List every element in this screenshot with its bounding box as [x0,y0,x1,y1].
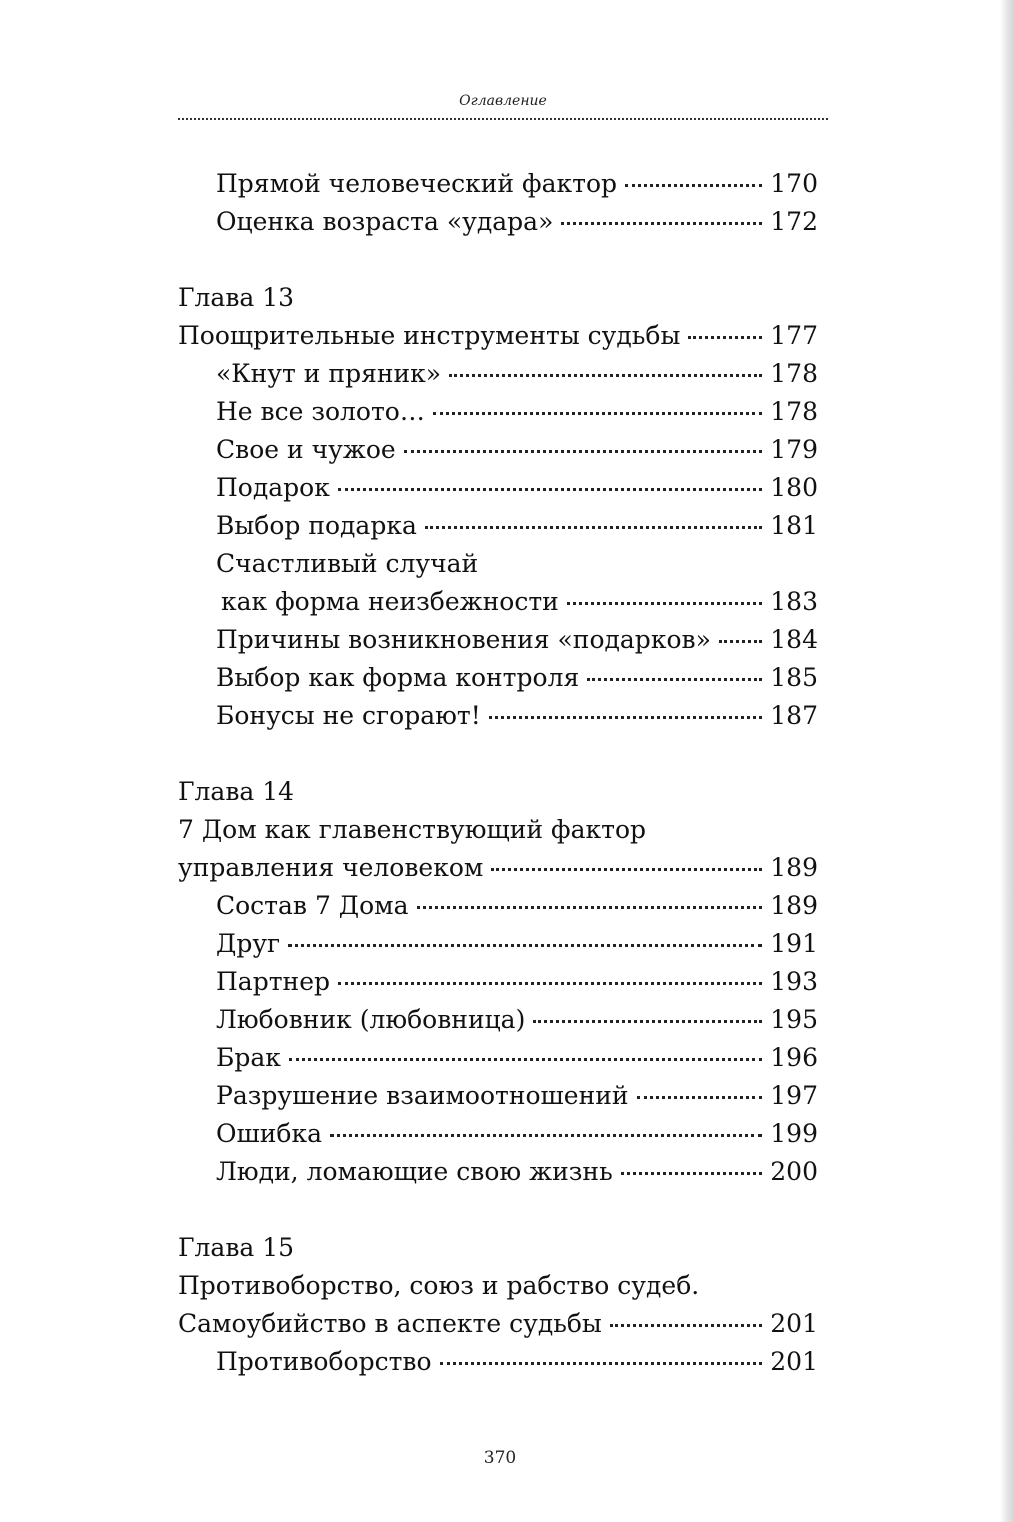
toc-entry-line1[interactable]: Счастливый случай [216,549,479,578]
toc-entry-page: 178 [770,359,818,388]
chapter-page: 201 [770,1309,818,1338]
leader-dots [533,1020,762,1023]
leader-dots [417,906,763,909]
toc-entry-page: 185 [770,663,818,692]
leader-dots [489,716,763,719]
toc-entry-title: Бонусы не сгорают! [216,701,481,730]
chapter-label-13: Глава 13 [178,283,295,312]
toc-entry[interactable] [178,203,818,241]
toc-entry-page: 191 [770,929,818,958]
toc-entry-title: Любовник (любовница) [216,1005,526,1034]
leader-dots [425,526,762,529]
table-of-contents [178,165,818,1381]
toc-entry[interactable] [178,583,818,621]
toc-entry-page: 187 [770,701,818,730]
leader-dots [491,868,762,871]
toc-entry-title: Друг [216,929,281,958]
toc-entry-title: Причины возникновения «подарков» [216,625,711,654]
leader-dots [449,374,762,377]
toc-entry-title: Выбор подарка [216,511,417,540]
leader-dots [288,944,762,947]
leader-dots [561,222,762,225]
leader-dots [404,450,763,453]
toc-entry-title: Подарок [216,473,330,502]
leader-dots [625,184,762,187]
toc-entry-title: «Кнут и пряник» [216,359,442,388]
toc-entry[interactable] [178,393,818,431]
toc-entry-title: Брак [216,1043,281,1072]
toc-entry[interactable] [178,1115,818,1153]
toc-entry-page: 195 [770,1005,818,1034]
toc-entry-title: Люди, ломающие свою жизнь [216,1157,613,1186]
chapter-label-14: Глава 14 [178,777,295,806]
toc-entry[interactable] [178,925,818,963]
toc-entry[interactable] [178,1343,818,1381]
toc-entry-page: 179 [770,435,818,464]
chapter-title-text: Поощрительные инструменты судьбы [178,321,681,350]
page-edge-shadow [1000,0,1014,1522]
leader-dots [330,1134,762,1137]
toc-entry-page: 184 [770,625,818,654]
toc-entry[interactable] [178,431,818,469]
toc-entry[interactable] [178,887,818,925]
toc-entry-title: Ошибка [216,1119,322,1148]
toc-entry-title: Не все золото… [216,397,425,426]
toc-entry-title: Состав 7 Дома [216,891,409,920]
chapter-title-text: управления человеком [178,853,484,882]
leader-dots [567,602,762,605]
toc-entry[interactable] [178,963,818,1001]
toc-entry-title: Прямой человеческий фактор [216,169,618,198]
toc-entry-page: 189 [770,891,818,920]
toc-entry-page: 178 [770,397,818,426]
toc-entry-page: 200 [770,1157,818,1186]
leader-dots [610,1324,763,1327]
chapter-title-13[interactable] [178,317,818,355]
leader-dots [688,336,762,339]
leader-dots [289,1058,762,1061]
toc-entry[interactable] [178,1153,818,1191]
leader-dots [719,640,762,643]
toc-entry-page: 172 [770,207,818,236]
toc-entry[interactable] [178,1039,818,1077]
toc-entry[interactable] [178,1001,818,1039]
toc-entry[interactable] [178,659,818,697]
chapter-page: 189 [770,853,818,882]
toc-entry-page: 196 [770,1043,818,1072]
chapter-page: 177 [770,321,818,350]
page-number: 370 [483,1448,517,1468]
toc-entry[interactable] [178,355,818,393]
leader-dots [587,678,762,681]
toc-entry-page: 170 [770,169,818,198]
toc-entry-page: 181 [770,511,818,540]
leader-dots [338,488,762,491]
chapter-title-text: Самоубийство в аспекте судьбы [178,1309,602,1338]
toc-entry-title: как форма неизбежности [221,587,559,616]
toc-entry-title: Разрушение взаимоотношений [216,1081,629,1110]
toc-entry[interactable] [178,469,818,507]
chapter-title-15-line1[interactable]: Противоборство, союз и рабство судеб. [178,1271,700,1300]
leader-dots [338,982,762,985]
toc-entry-title: Партнер [216,967,331,996]
toc-entry-page: 197 [770,1081,818,1110]
leader-dots [440,1362,763,1365]
toc-entry[interactable] [178,621,818,659]
toc-entry-page: 180 [770,473,818,502]
chapter-label-15: Глава 15 [178,1233,295,1262]
toc-entry-title: Оценка возраста «удара» [216,207,554,236]
leader-dots [433,412,762,415]
chapter-title-14-line1[interactable]: 7 Дом как главенствующий фактор [178,815,647,844]
running-title: Оглавление [459,93,547,109]
chapter-title-15[interactable] [178,1305,818,1343]
toc-entry[interactable] [178,165,818,203]
toc-entry-title: Свое и чужое [216,435,396,464]
toc-entry-title: Выбор как форма контроля [216,663,580,692]
toc-entry-page: 193 [770,967,818,996]
toc-entry[interactable] [178,507,818,545]
toc-entry-title: Противоборство [216,1347,432,1376]
toc-entry-page: 199 [770,1119,818,1148]
header-rule [178,118,828,120]
leader-dots [637,1096,763,1099]
toc-entry[interactable] [178,1077,818,1115]
leader-dots [621,1172,763,1175]
chapter-title-14[interactable] [178,849,818,887]
toc-entry-page: 183 [770,587,818,616]
toc-entry-page: 201 [770,1347,818,1376]
toc-entry[interactable] [178,697,818,735]
